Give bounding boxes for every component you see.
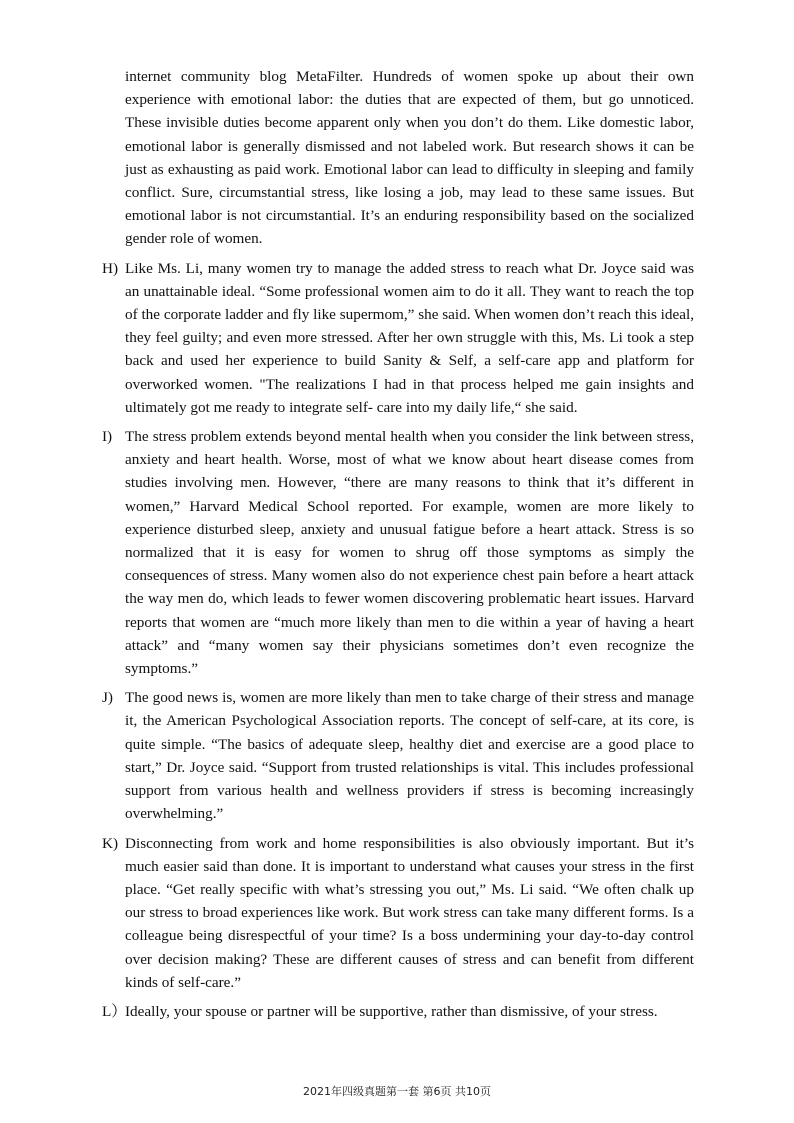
paragraph-i <box>102 425 694 680</box>
paragraph-label: I) <box>102 428 113 446</box>
paragraph-text: The good news is, women are more likely than men to take charge of their stress and manage it, the American Psychological Association reports. The concept of self-care, at its core, is quite simple. “The basics of adequate sleep, healthy diet and exercise are a good place to start,” Dr. Joyce said. “Support from trusted relationships is vital. This includes professional support from various health and wellness providers if stress is becoming increasingly overwhelming.” <box>125 689 694 823</box>
paragraph-k <box>102 832 694 994</box>
paragraph-text: Like Ms. Li, many women try to manage the added stress to reach what Dr. Joyce said was an unattainable ideal. “Some professional women aim to do it all. They want to reach the top of the corporate ladder and fly like supermom,” she said. When women don’t reach this ideal, they feel guilty; and even more stressed. After her own struggle with this, Ms. Li took a step back and used her experience to build Sanity & Self, a self-care app and platform for overworked women. "The realizations I had in that process helped me gain insights and ultimately got me ready to integrate self- care into my daily life,“ she said. <box>125 259 694 416</box>
paragraph-text: Ideally, your spouse or partner will be supportive, rather than dismissive, of your stress. <box>125 1002 658 1020</box>
paragraph-label: J) <box>102 689 113 707</box>
paragraph-j <box>102 686 694 825</box>
paragraph-label: H) <box>102 259 119 277</box>
paragraph-label: L） <box>102 1002 127 1020</box>
page-footer: 2021年四级真题第一套 第6页 共10页 <box>303 1085 491 1098</box>
paragraph-text: Disconnecting from work and home responsibilities is also obviously important. But it’s much easier said than done. It is important to understand what causes your stress in the first place. “Get really specific with what’s stressing you out,” Ms. Li said. “We often chalk up our stress to broad experiences like work. But work stress can take many different forms. Is a colleague being disrespectful of your time? Is a boss undermining your day-to-day control over decision making? These are different causes of stress and can benefit from different kinds of self-care.” <box>125 834 694 991</box>
paragraph-text: The stress problem extends beyond mental health when you consider the link between stress, anxiety and heart health. Worse, most of what we know about heart disease comes from studies involving men. However, “there are many reasons to think that it’s different in women,” Harvard Medical School reported. For example, women are more likely to experience disturbed sleep, anxiety and unusual fatigue before a heart attack. Stress is so normalized that it is easy for women to shrug off those symptoms as simply the consequences of stress. Many women also do not experience chest pain before a heart attack the way men do, which leads to fewer women discovering problematic heart issues. Harvard reports that women are “much more likely than men to die within a year of having a heart attack” and “many women say their physicians sometimes don’t even recognize the symptoms.” <box>125 428 694 678</box>
paragraph-text: internet community blog MetaFilter. Hundreds of women spoke up about their own experience with emotional labor: the duties that are expected of them, but go unnoticed. These invisible duties become apparent only when you don’t do them. Like domestic labor, emotional labor is generally dismissed and not labeled work. But research shows it can be just as exhausting as paid work. Emotional labor can lead to difficulty in sleeping and family conflict. Sure, circumstantial stress, like losing a job, may lead to these same issues. But emotional labor is not circumstantial. It’s an enduring responsibility based on the socialized gender role of women. <box>125 68 694 248</box>
reading-passage <box>102 65 694 1029</box>
paragraph-continued <box>102 65 694 251</box>
paragraph-h <box>102 257 694 419</box>
paragraph-l <box>102 1000 694 1023</box>
paragraph-label: K) <box>102 834 119 852</box>
